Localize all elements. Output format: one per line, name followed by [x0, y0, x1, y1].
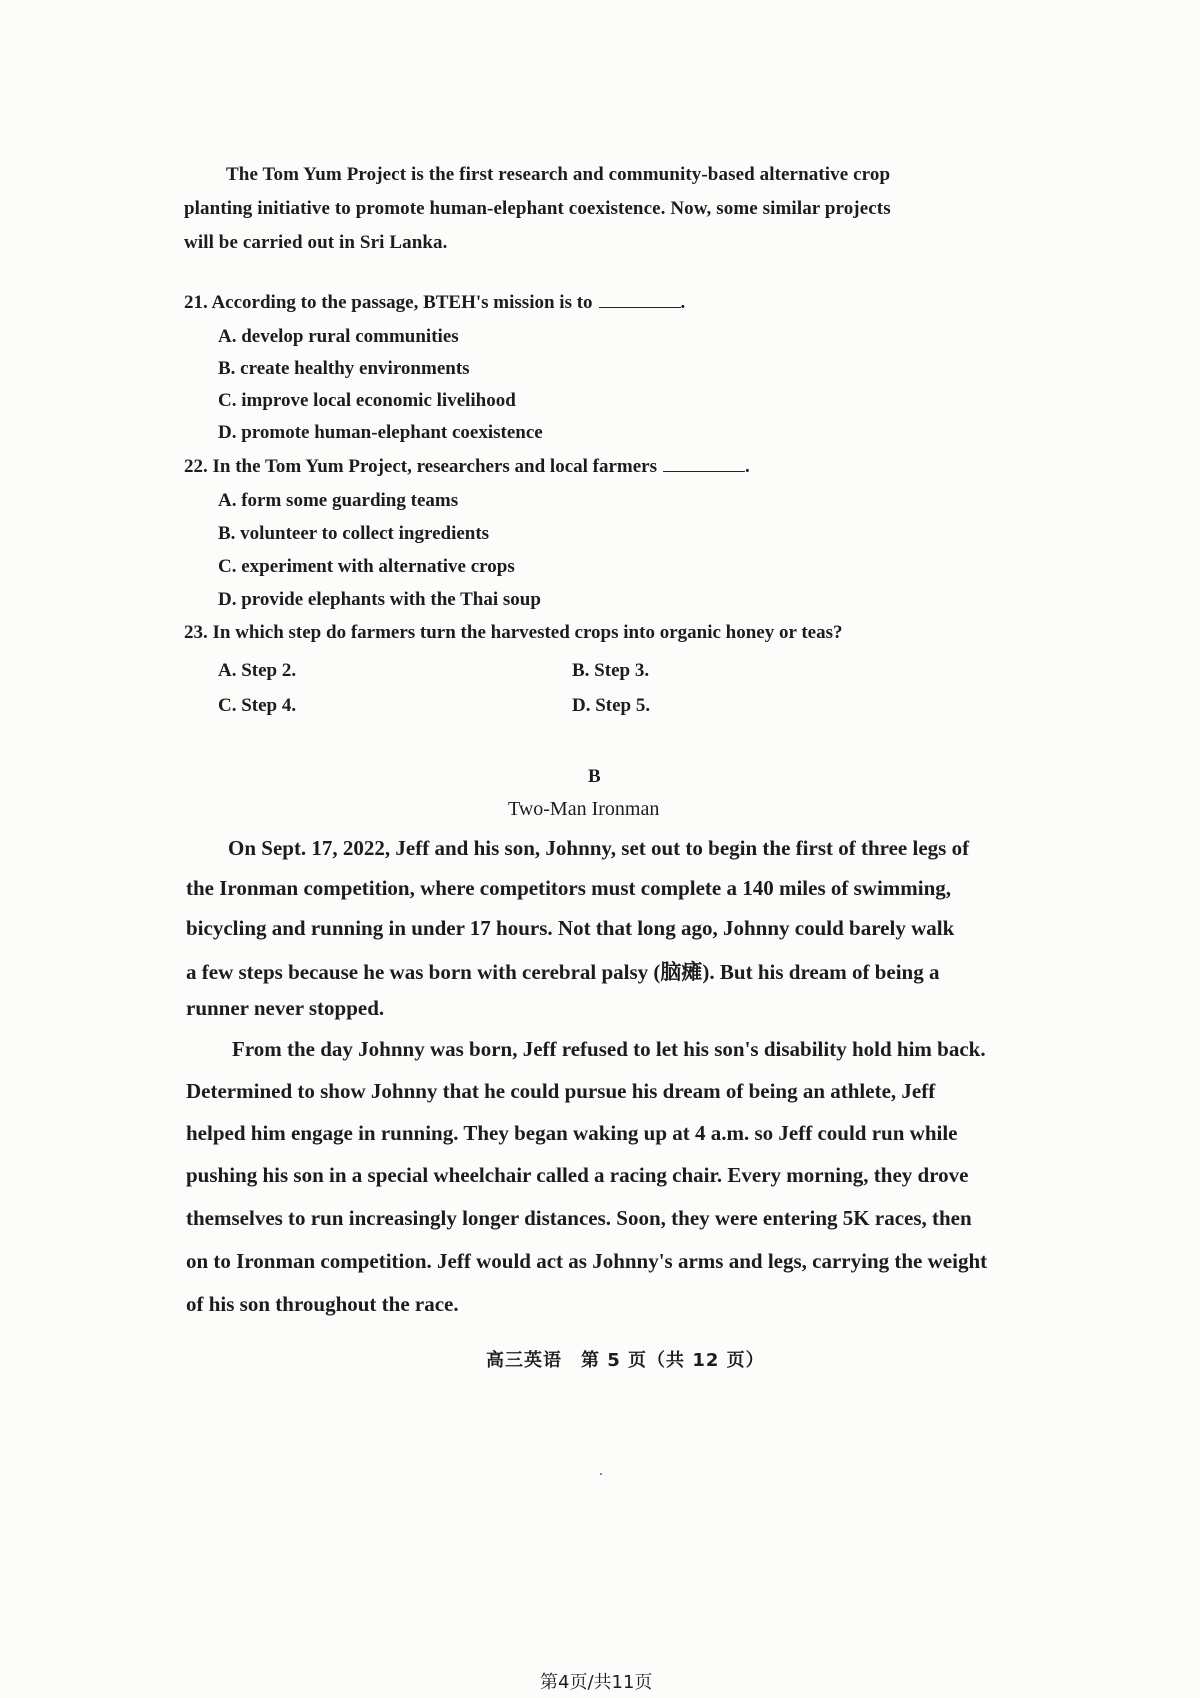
- question-stem: 21. According to the passage, BTEH's mission is to .: [184, 292, 686, 313]
- option-c: C. Step 4.: [218, 695, 297, 716]
- option-b: B. volunteer to collect ingredients: [218, 523, 490, 544]
- passage-line: runner never stopped.: [186, 996, 385, 1020]
- passage-line: on to Ironman competition. Jeff would act as Johnny's arms and legs, carrying the weight: [186, 1249, 988, 1273]
- passage-line: of his son throughout the race.: [186, 1292, 459, 1316]
- option-d: D. promote human-elephant coexistence: [218, 422, 543, 443]
- passage-line: the Ironman competition, where competitors must complete a 140 miles of swimming,: [186, 876, 952, 900]
- passage-line: themselves to run increasingly longer distances. Soon, they were entering 5K races, then: [186, 1206, 972, 1230]
- option-a: A. develop rural communities: [218, 326, 459, 347]
- option-a: A. Step 2.: [218, 660, 297, 681]
- scan-speck: [600, 1473, 602, 1475]
- section-letter: B: [588, 766, 601, 787]
- intro-line: planting initiative to promote human-elephant coexistence. Now, some similar projects: [184, 198, 891, 219]
- section-title: Two-Man Ironman: [508, 798, 660, 820]
- passage-line: bicycling and running in under 17 hours. Not that long ago, Johnny could barely walk: [186, 916, 955, 940]
- answer-blank: [663, 457, 745, 472]
- option-d: D. Step 5.: [572, 695, 651, 716]
- passage-line: helped him engage in running. They began waking up at 4 a.m. so Jeff could run while: [186, 1121, 958, 1145]
- question-stem: 23. In which step do farmers turn the harvested crops into organic honey or teas?: [184, 622, 843, 643]
- option-c: C. experiment with alternative crops: [218, 556, 515, 577]
- passage-line: From the day Johnny was born, Jeff refused to let his son's disability hold him back.: [232, 1037, 986, 1061]
- option-b: B. Step 3.: [572, 660, 650, 681]
- intro-line: The Tom Yum Project is the first research and community-based alternative crop: [226, 164, 891, 185]
- answer-blank: [599, 293, 681, 308]
- passage-line: pushing his son in a special wheelchair called a racing chair. Every morning, they drove: [186, 1163, 969, 1187]
- option-b: B. create healthy environments: [218, 358, 470, 379]
- question-stem: 22. In the Tom Yum Project, researchers and local farmers .: [184, 456, 750, 477]
- sheet-footer: 高三英语 第 5 页（共 12 页）: [486, 1350, 765, 1371]
- option-c: C. improve local economic livelihood: [218, 390, 516, 411]
- passage-line: Determined to show Johnny that he could pursue his dream of being an athlete, Jeff: [186, 1079, 936, 1103]
- passage-line: a few steps because he was born with cerebral palsy (脑瘫). But his dream of being a: [186, 960, 940, 984]
- option-d: D. provide elephants with the Thai soup: [218, 589, 541, 610]
- passage-line: On Sept. 17, 2022, Jeff and his son, Johnny, set out to begin the first of three legs of: [228, 836, 970, 860]
- intro-line: will be carried out in Sri Lanka.: [184, 232, 448, 253]
- page-counter: 第4页/共11页: [540, 1672, 653, 1693]
- option-a: A. form some guarding teams: [218, 490, 459, 511]
